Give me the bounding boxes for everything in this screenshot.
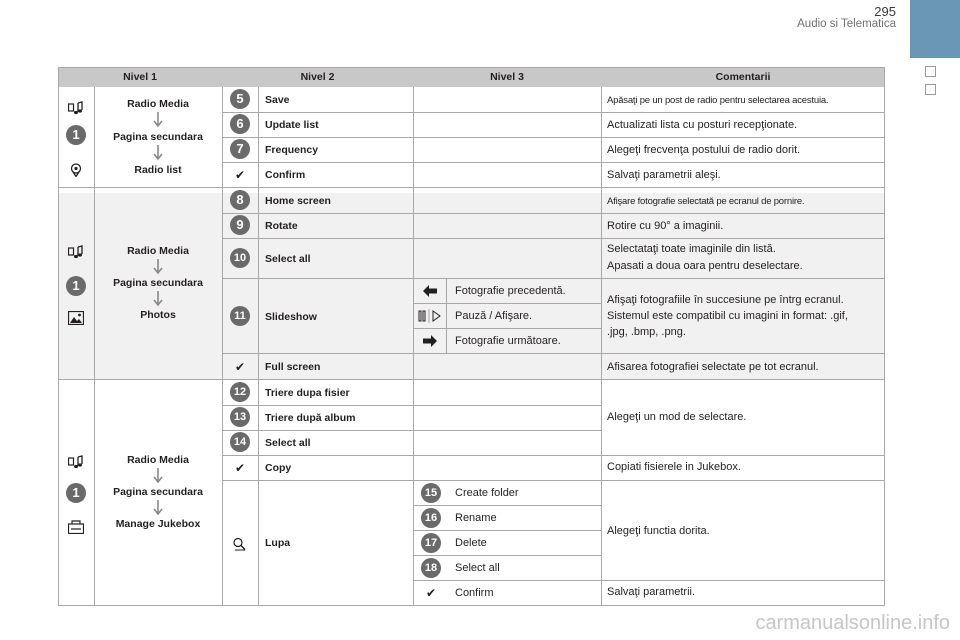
level2-select-all: Select all xyxy=(265,437,311,449)
music-note-icon xyxy=(68,455,84,469)
chapter-tab xyxy=(910,0,960,58)
step-badge: 18 xyxy=(421,558,441,578)
comment-select-all-line2: Apasati a doua oara pentru deselectare. xyxy=(607,260,803,272)
lupa-confirm: Confirm xyxy=(455,587,494,599)
step-badge: 7 xyxy=(230,139,250,159)
step-badge: 10 xyxy=(230,248,250,268)
comment-home-screen: Afişare fotografie selectată pe ecranul de pornire. xyxy=(607,196,805,207)
level2-triere-album: Triere după album xyxy=(265,412,356,424)
photo-icon xyxy=(68,311,84,325)
slideshow-previous-label: Fotografie precedentă. xyxy=(455,285,566,297)
level2-rotate: Rotate xyxy=(265,220,298,232)
checkmark-icon: ✔ xyxy=(234,461,246,475)
slideshow-pause-label: Pauză / Afişare. xyxy=(455,310,533,322)
level2-frequency: Frequency xyxy=(265,144,319,156)
menu-number-badge: 1 xyxy=(66,483,86,503)
header-nivel-2: Nivel 2 xyxy=(222,67,413,87)
level2-lupa: Lupa xyxy=(265,537,291,549)
comment-slideshow-line2: Sistemul este compatibil cu imagini in format: .gif, xyxy=(607,310,848,322)
level2-triere-fisier: Triere dupa fisier xyxy=(265,387,350,399)
comment-copy: Copiati fisierele in Jukebox. xyxy=(607,461,741,473)
level1-pagina-secundara: Pagina secundara xyxy=(113,277,203,289)
step-badge: 11 xyxy=(230,306,250,326)
header-comentarii: Comentarii xyxy=(601,67,885,87)
location-pin-icon xyxy=(68,163,84,177)
step-badge: 17 xyxy=(421,533,441,553)
menu-number-badge: 1 xyxy=(66,125,86,145)
step-badge: 16 xyxy=(421,508,441,528)
comment-slideshow-line1: Afişaţi fotografiile în succesiune pe întrg ecranul. xyxy=(607,294,844,306)
down-arrow-icon xyxy=(152,259,164,275)
comment-full-screen: Afisarea fotografiei selectate pe tot ecranul. xyxy=(607,361,819,373)
previous-arrow-icon xyxy=(422,284,438,298)
level2-full-screen: Full screen xyxy=(265,361,321,373)
level2-save: Save xyxy=(265,94,290,106)
nav-box-1 xyxy=(925,66,936,77)
watermark: carmanualsonline.info xyxy=(755,612,950,634)
comment-triere: Alegeţi un mod de selectare. xyxy=(607,411,747,423)
level1-pagina-secundara: Pagina secundara xyxy=(113,131,203,143)
page-number: 295 xyxy=(874,4,896,19)
level1-radio-media: Radio Media xyxy=(127,98,189,110)
magnifier-icon xyxy=(232,537,248,551)
lupa-rename: Rename xyxy=(455,512,497,524)
step-badge: 8 xyxy=(230,190,250,210)
menu-table xyxy=(58,67,885,606)
down-arrow-icon xyxy=(152,500,164,516)
level1-radio-media: Radio Media xyxy=(127,245,189,257)
step-badge: 5 xyxy=(230,89,250,109)
header-nivel-1: Nivel 1 xyxy=(58,67,222,87)
level2-update-list: Update list xyxy=(265,119,319,131)
music-note-icon xyxy=(68,101,84,115)
lupa-select-all: Select all xyxy=(455,562,500,574)
comment-lupa: Alegeţi functia dorita. xyxy=(607,525,710,537)
comment-select-all-line1: Selectataţi toate imaginile din listă. xyxy=(607,243,776,255)
jukebox-icon xyxy=(68,520,84,534)
down-arrow-icon xyxy=(152,112,164,128)
slideshow-next-label: Fotografie următoare. xyxy=(455,335,561,347)
pause-play-icon xyxy=(418,309,442,323)
step-badge: 15 xyxy=(421,483,441,503)
comment-save: Apăsaţi pe un post de radio pentru selectarea acestuia. xyxy=(607,95,829,106)
level1-photos: Photos xyxy=(140,309,176,321)
comment-rotate: Rotire cu 90° a imaginii. xyxy=(607,220,724,232)
lupa-delete: Delete xyxy=(455,537,487,549)
header-nivel-3: Nivel 3 xyxy=(413,67,601,87)
down-arrow-icon xyxy=(152,468,164,484)
step-badge: 14 xyxy=(230,432,250,452)
running-title: Audio si Telematica xyxy=(797,18,896,30)
step-badge: 6 xyxy=(230,114,250,134)
comment-update-list: Actualizati lista cu posturi recepţionate. xyxy=(607,119,798,131)
level2-copy: Copy xyxy=(265,462,292,474)
level2-select-all: Select all xyxy=(265,253,311,265)
level1-radio-media: Radio Media xyxy=(127,454,189,466)
nav-box-2 xyxy=(925,84,936,95)
level1-radio-list: Radio list xyxy=(134,164,182,176)
comment-confirm: Salvaţi parametrii aleşi. xyxy=(607,169,721,181)
menu-number-badge: 1 xyxy=(66,276,86,296)
level2-confirm: Confirm xyxy=(265,169,306,181)
level2-slideshow: Slideshow xyxy=(265,311,317,323)
checkmark-icon: ✔ xyxy=(425,586,437,600)
level1-manage-jukebox: Manage Jukebox xyxy=(115,518,201,530)
lupa-create-folder: Create folder xyxy=(455,487,519,499)
step-badge: 9 xyxy=(230,215,250,235)
level2-home-screen: Home screen xyxy=(265,195,331,207)
down-arrow-icon xyxy=(152,291,164,307)
checkmark-icon: ✔ xyxy=(234,168,246,182)
comment-lupa-confirm: Salvaţi parametrii. xyxy=(607,586,696,598)
down-arrow-icon xyxy=(152,145,164,161)
step-badge: 13 xyxy=(230,407,250,427)
checkmark-icon: ✔ xyxy=(234,360,246,374)
comment-slideshow-line3: .jpg, .bmp, .png. xyxy=(607,326,686,338)
level1-pagina-secundara: Pagina secundara xyxy=(113,486,203,498)
next-arrow-icon xyxy=(422,334,438,348)
music-note-icon xyxy=(68,245,84,259)
comment-frequency: Alegeţi frecvenţa postului de radio dorit. xyxy=(607,144,801,156)
step-badge: 12 xyxy=(230,382,250,402)
